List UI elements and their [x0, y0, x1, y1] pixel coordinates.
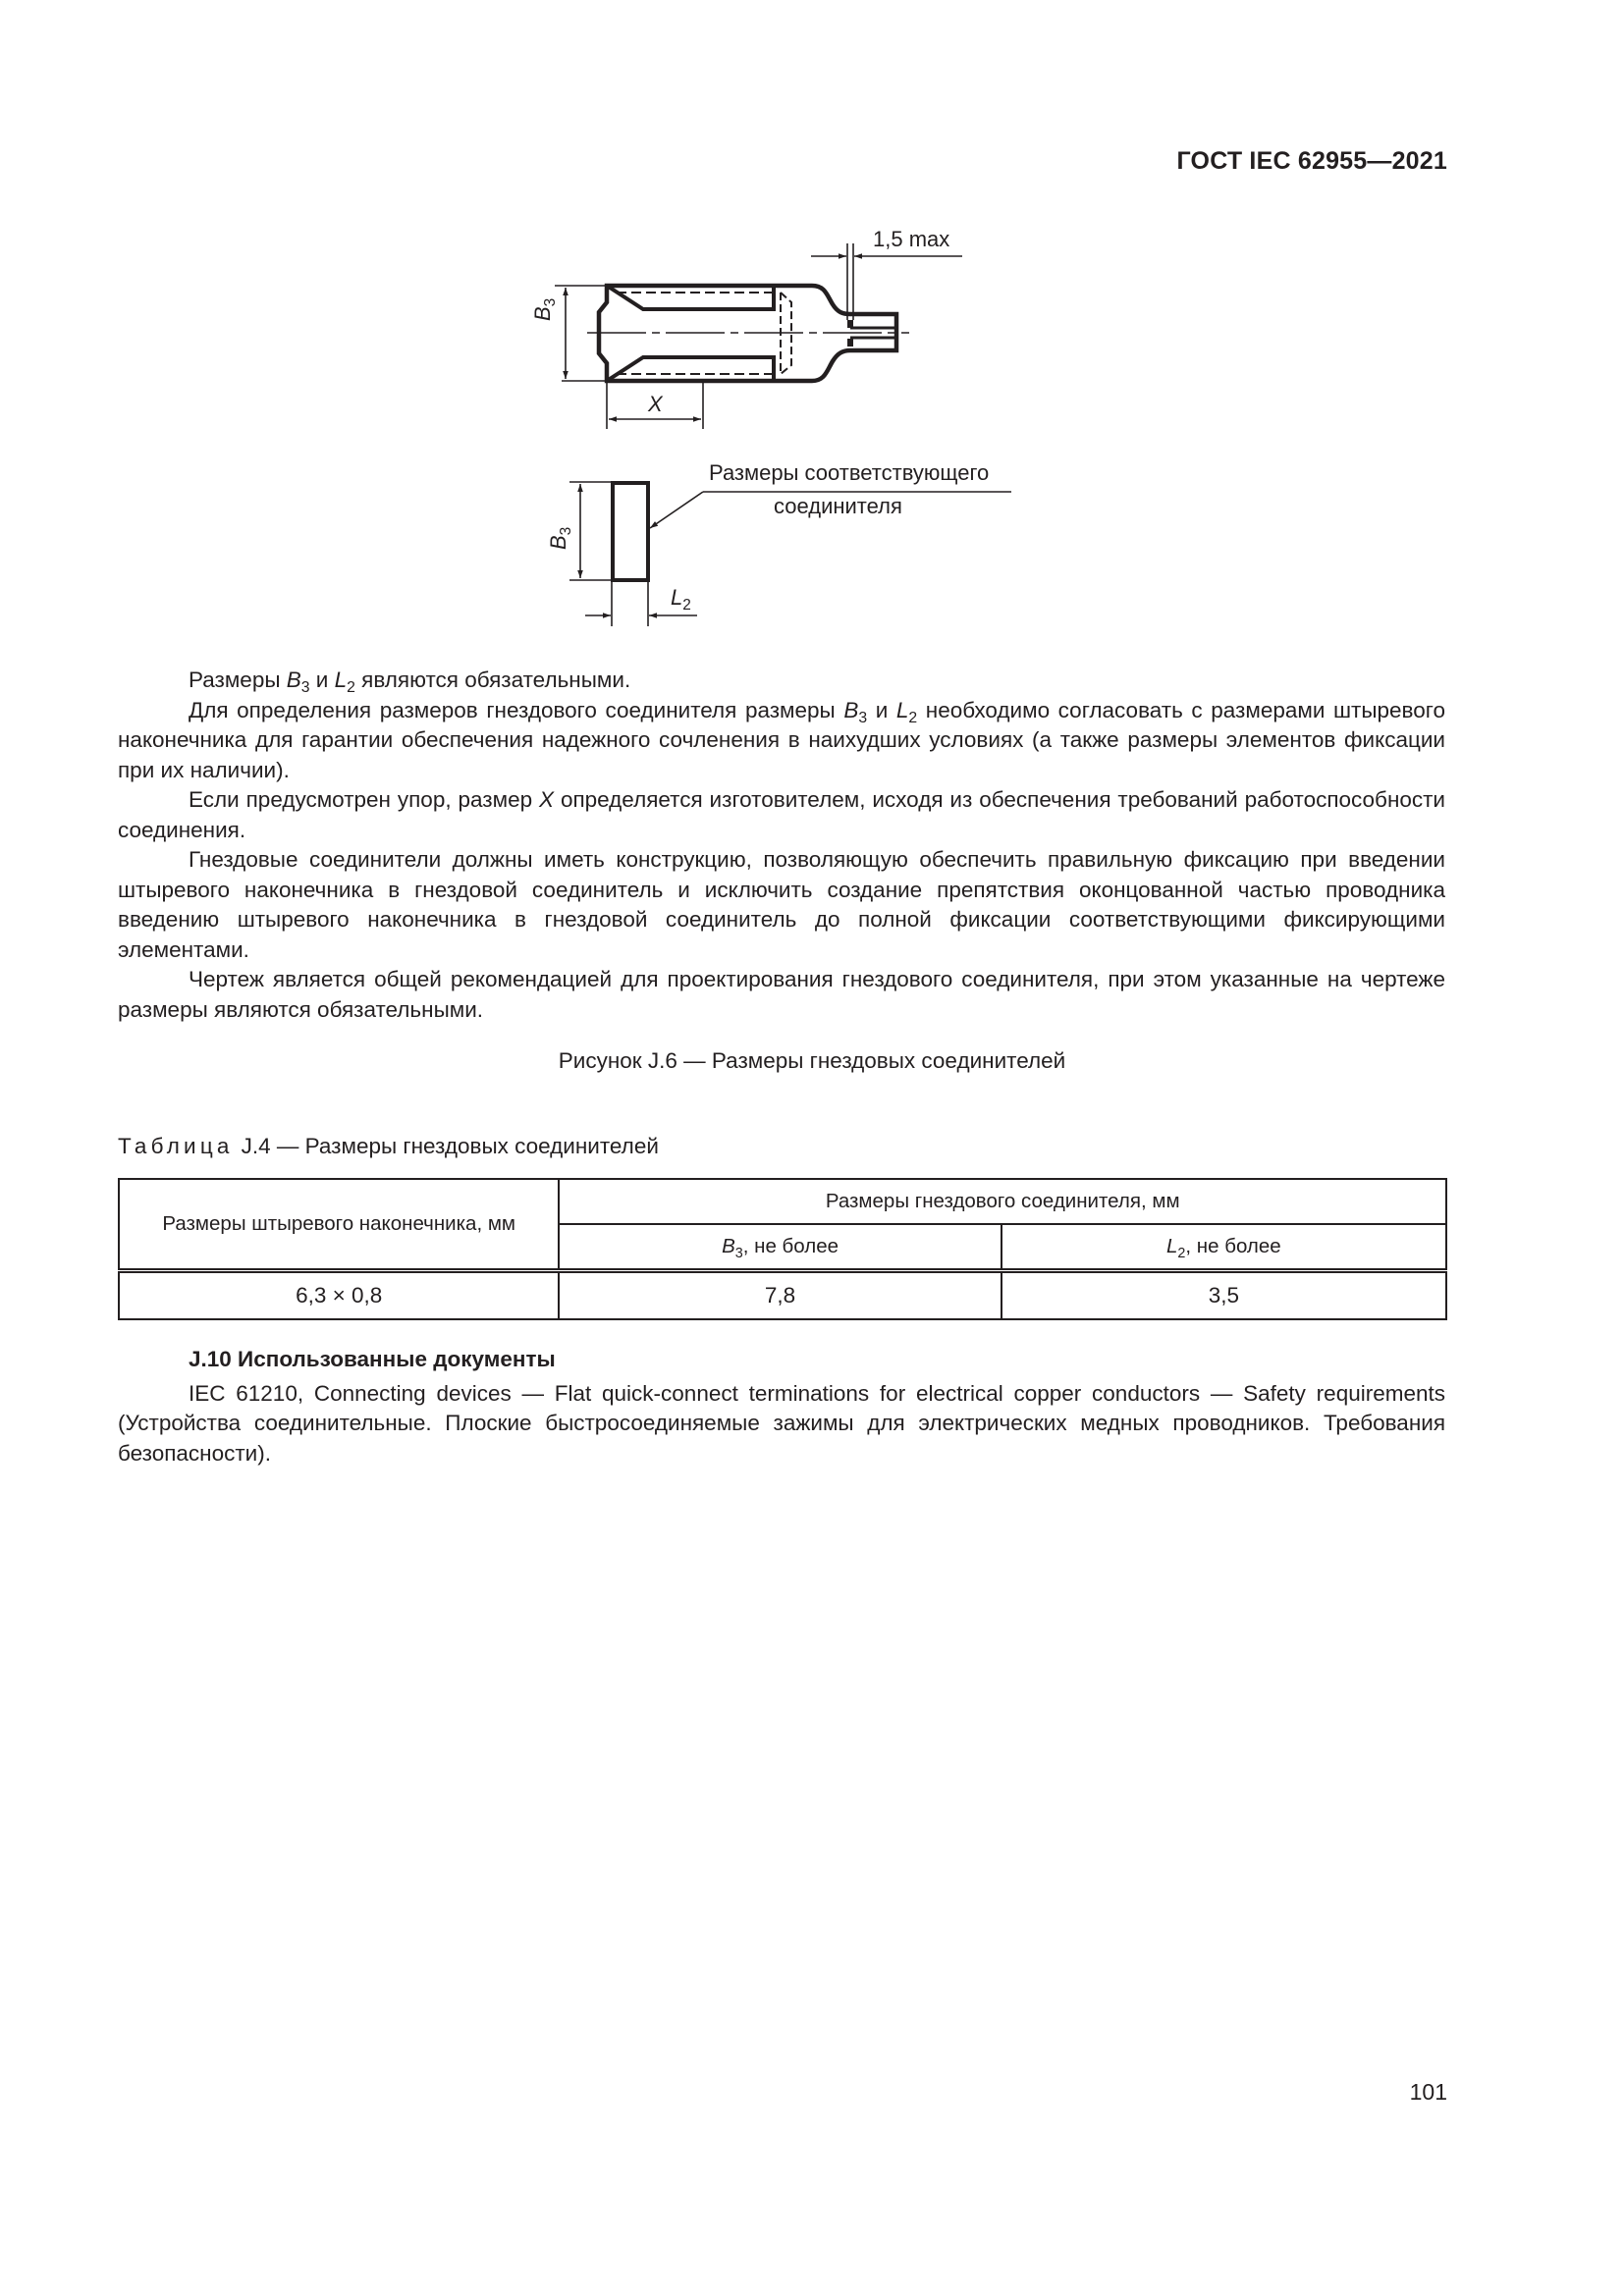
b3-symbol: B	[546, 535, 570, 550]
figure-notes	[118, 666, 1445, 1025]
dim-label-1-5-max: 1,5 max	[873, 227, 950, 251]
table-row	[119, 1271, 1446, 1320]
note-paragraph-5: Чертеж является общей рекомендацией для проектирования гнездового соединителя, при этом указанные на чертеже размеры являются обязательными.	[118, 967, 1445, 1022]
dim-label-x	[648, 392, 663, 417]
cell-l2-value: 3,5	[1001, 1271, 1446, 1320]
l2-symbol: L	[671, 585, 683, 610]
page-number: 101	[1409, 2079, 1447, 2105]
section-heading: J.10 Использованные документы	[189, 1347, 556, 1371]
reference-paragraph: IEC 61210, Connecting devices — Flat quick-connect terminations for electrical copper conductors — Safety requirements (Устройства соединительные. Плоские быстросоединяемые зажимы для электрических медных проводников. Требования безопасности).	[118, 1380, 1445, 1466]
receptacle-dimensions-table	[118, 1178, 1447, 1320]
header-receptacle-dimensions: Размеры гнездового соединителя, мм	[559, 1179, 1446, 1224]
subheader-l2: $L_2$, не более	[1001, 1224, 1446, 1271]
dim-label-l2	[671, 585, 691, 614]
receptacle-side-view	[555, 243, 962, 429]
connector-drawing	[0, 0, 1624, 667]
table-title-text: J.4 — Размеры гнездовых соединителей	[241, 1134, 659, 1158]
note-paragraph-1: Размеры $B_3$ и $L_2$ являются обязательными.	[189, 667, 631, 696]
subheader-b3: $B_3$, не более	[559, 1224, 1001, 1271]
dim-label-b3-top	[530, 297, 559, 321]
b3-subscript: 3	[558, 526, 574, 536]
cell-pin-size: 6,3 × 0,8	[119, 1271, 559, 1320]
cell-b3-value: 7,8	[559, 1271, 1001, 1320]
section-j10	[118, 1345, 1445, 1468]
note-paragraph-4: Гнездовые соединители должны иметь конструкцию, позволяющую обеспечить правильную фиксацию при введении штыревого наконечника в гнездовой соединитель и исключить создание препятствия оконцованной частью проводника введению штыревого наконечника в гнездовой соединитель до полной фиксации соответствующими фиксирующими элементами.	[118, 847, 1445, 962]
table-title-prefix: Таблица	[118, 1134, 234, 1158]
figure-j6-drawing	[0, 0, 1624, 667]
callout-text-line1: Размеры соответствующего	[709, 460, 990, 485]
dim-label-b3-bottom	[546, 526, 574, 550]
figure-caption: Рисунок J.6 — Размеры гнездовых соединителей	[558, 1048, 1066, 1073]
table-title	[118, 1134, 659, 1159]
note-paragraph-2: Для определения размеров гнездового соединителя размеры $B_3$ и $L_2$ необходимо согласовать с размерами штыревого наконечника для гарантии обеспечения надежного сочленения в наихудших условиях (а также размеры элементов фиксации при их наличии).	[118, 697, 1446, 782]
l2-subscript: 2	[682, 597, 691, 614]
callout-text-line2: соединителя	[774, 494, 902, 518]
b3-symbol: B	[530, 306, 555, 321]
b3-subscript: 3	[542, 297, 559, 307]
header-pin-dimensions: Размеры штыревого наконечника, мм	[119, 1179, 559, 1271]
document-header-standard-id: ГОСТ IEC 62955—2021	[1176, 147, 1447, 175]
note-paragraph-3: Если предусмотрен упор, размер X определяется изготовителем, исходя из обеспечения требований работоспособности соединения.	[118, 787, 1446, 842]
table-header-row	[119, 1179, 1446, 1224]
x-symbol: X	[648, 392, 663, 416]
